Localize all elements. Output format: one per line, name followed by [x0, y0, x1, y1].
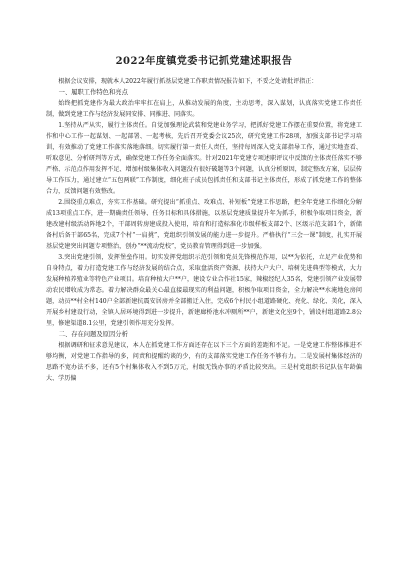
body-paragraph: 始终把抓党建作为最大政治牢牢扛在肩上，从推动发展的角度，主动思考，深入谋划，认真落实党建工作责任制，做到党建工作与经济发展同安排、同推进、同落实。 [46, 100, 362, 118]
section-heading: 二、存在问题及原因分析 [58, 331, 128, 338]
body-paragraph: 1.坚持从严从实，履行主体责任。自觉加强理论武装和党建业务学习，把抓好党建工作摆在重要位置，将党建工作和中心工作一起谋划、一起部署、一起考核，先后召开党委会议25次，研究党建工作28项，加强支部书记学习培训，有效推动了党建工作落实落地落细。切实履行第一责任人责任，坚持每周深入党支部指导工作，通过实地查看、听取意见、分析研判等方式，确保党建工作任务全面落实。针对2021年党建专项述职评议中反馈的主体责任落实不够严格、示范点作用发挥不足、增加村级集体收入问题没有很好破题等3个问题，认真分析原因，制定整改方案，层层传导工作压力，通过建立“五包两联”工作制度，细化班子成员包抓责任和支部书记主体责任，形成了抓党建工作的整体合力，反馈问题有效整改。 [46, 122, 362, 195]
body-paragraph: 3.突出党建引领，发挥堡垒作用。切实发挥党组织示范引领和党员先锋模范作用，以**为依托，立足产业优势和自身特点，着力打造党建工作与经济发展的结合点，采取盘活资产资源、扶持大户大户、培树先进典型等模式，大力发展种植养殖业等特色产业项目。培育种植大户**户，建设专业合作社15家，辣椒经纪人35名，党建引领产业发展带动农民增收成为常态。着力解决群众最关心最直接最现实的利益问题，积极争取项目资金，全力解决**水淹地危房问题，动员**村全村140户全部新建抗震安居房并全部搬迁入住，完成6个村民小组道路硬化、亮化、绿化、美化，深入开展乡村建设行动，全镇人居环境得到进一步提升，新建廊桥池水冲厕所**户，新建文化室9个，铺设村组道路2.8公里，修建渠道8.1公里，党建引领作用充分发挥。 [46, 254, 362, 327]
document-title: 2022年度镇党委书记抓党建述职报告 [115, 56, 293, 67]
body-paragraph: 根据会议安排，现就本人2022年履行抓基层党建工作职责情况报告如下，不妥之处请批评指正： [58, 78, 318, 85]
body-paragraph: 根据调研和征求意见建议，本人在抓党建工作方面还存在以下三个方面的差距和不足。一是党建工作整体推进不够均衡，对党建工作指导的多，问责和提醒约谈的少，有的支部落实党建工作任务不够有力。二是发展村集体经济的思路不宽办法不多，还有5个村集体收入不到5万元，村级无钱办事的矛盾比较突出。三是村党组织书记队伍年龄偏大、学历偏 [46, 342, 362, 382]
body-paragraph: 2.围绕重点难点，夯实工作基础。研究提出“抓重点、攻难点、补短板”党建工作思路，把全年党建工作细化分解成13项重点工作，进一期确责任领导、任务目标和具体措施，以基层党建质量提升年为抓手，积极争取项目资金，新建改建村级活动阵地2个，干部周转房建成投入使用，培育和打造标准化市级样板支部2个、区级示范支部1个，新储备村后备干部65名，完成7个村“一肩挑”，党组织引领发展的能力进一步提升。严格执行“三会一课”制度，扎实开展基层党建突出问题专项整治，创办“**流动党校”，党员教育管理得到进一步加强。 [46, 199, 362, 250]
section-heading: 一、履职工作特色和亮点 [58, 89, 128, 96]
document-body [46, 76, 362, 384]
